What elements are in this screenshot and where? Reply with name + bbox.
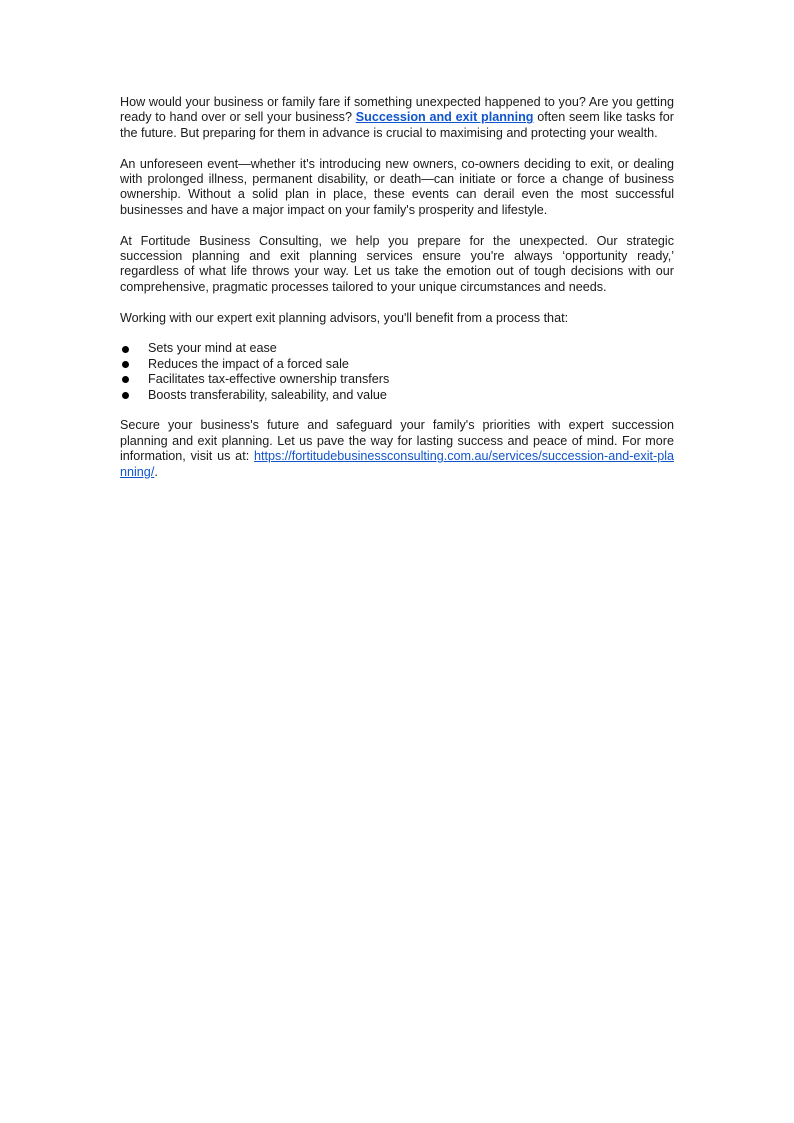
list-item-text: Sets your mind at ease — [148, 341, 277, 356]
bullet-icon — [122, 346, 129, 353]
list-item-text: Facilitates tax-effective ownership transfers — [148, 372, 390, 387]
closing-text-start: Secure your business's future and safeguard your family's priorities with expert succession planning and exit planning. Let us pave the way for lasting success and peace of mind. For more information, visit us at: — [120, 418, 674, 464]
paragraph-fortitude-services: At Fortitude Business Consulting, we help you prepare for the unexpected. Our strategic succession planning and exit planning services ensure you're always ‘opportunity ready,’ regardless of what life throws your way. Let us take the emotion out of tough decisions with our comprehensive, pragmatic processes tailored to your unique circumstances and needs. — [120, 233, 674, 294]
paragraph-closing — [120, 418, 674, 480]
website-url-link[interactable]: https://fortitudebusinessconsulting.com.au/services/succession-and-exit-planning/ — [120, 449, 674, 479]
paragraph-unforeseen-event: An unforeseen event—whether it's introducing new owners, co-owners deciding to exit, or dealing with prolonged illness, permanent disability, or death—can initiate or force a change of business ownership. Without a solid plan in place, these events can derail even the most successful businesses and have a major impact on your family's prosperity and lifestyle. — [120, 156, 674, 217]
paragraph-intro — [120, 95, 674, 141]
bullet-icon — [122, 376, 129, 383]
list-item — [120, 372, 674, 387]
intro-text-end: often seem like tasks for the future. But preparing for them in advance is crucial to maximising and protecting your wealth. — [120, 110, 674, 140]
bullet-icon — [122, 361, 129, 368]
intro-text-start: How would your business or family fare if something unexpected happened to you? Are you getting ready to hand over or sell your business? — [120, 95, 674, 125]
list-item — [120, 341, 674, 356]
list-item-text: Reduces the impact of a forced sale — [148, 356, 349, 371]
document-body — [120, 95, 674, 495]
list-item — [120, 357, 674, 372]
benefits-list — [120, 341, 674, 403]
closing-text-end: . — [154, 464, 158, 479]
succession-planning-link[interactable]: Succession and exit planning — [355, 110, 534, 125]
paragraph-benefits-intro: Working with our expert exit planning advisors, you'll benefit from a process that: — [120, 310, 569, 325]
bullet-icon — [122, 392, 129, 399]
list-item-text: Boosts transferability, saleability, and value — [148, 387, 387, 402]
list-item — [120, 388, 674, 403]
